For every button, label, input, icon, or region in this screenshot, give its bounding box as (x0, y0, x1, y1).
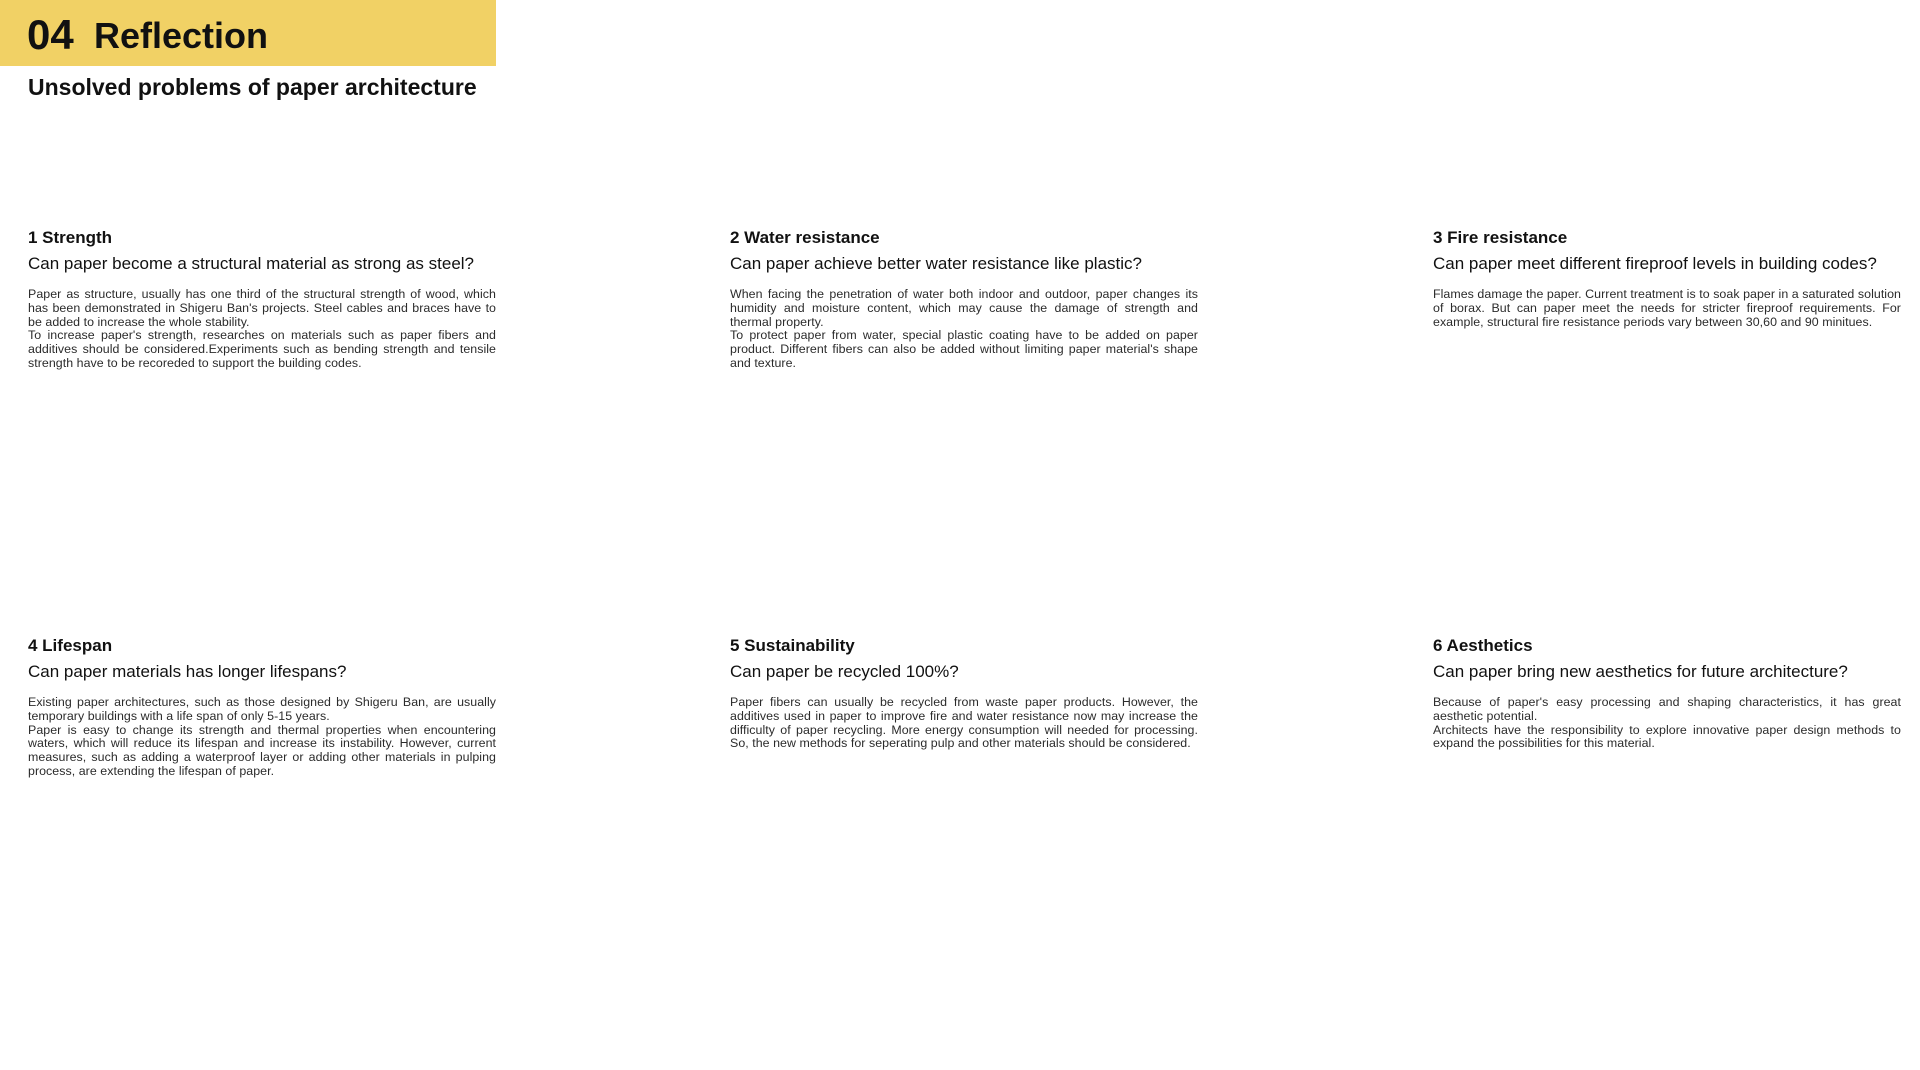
description-paragraph: To protect paper from water, special plastic coating have to be added on paper product. Different fibers can also be added without limiting paper material's shape and texture. (730, 328, 1198, 370)
description-paragraph: Because of paper's easy processing and shaping characteristics, it has great aesthetic potential. (1433, 695, 1901, 723)
problem-question: Can paper materials has longer lifespans? (28, 662, 347, 681)
description-paragraph: Paper fibers can usually be recycled from waste paper products. However, the additives used in paper to improve fire and water resistance now may increase the difficulty of paper recycling. More energy consumption will needed for processing. So, the new methods for seperating pulp and other materials should be considered. (730, 695, 1198, 751)
problem-description (1433, 288, 1901, 329)
problem-card-sustainability (730, 635, 1198, 751)
problem-question: Can paper become a structural material as strong as steel? (28, 254, 475, 273)
description-paragraph: Architects have the responsibility to explore innovative paper design methods to expand the possibilities for this material. (1433, 722, 1901, 751)
problem-card-water-resistance (730, 227, 1198, 371)
section-banner (0, 0, 496, 66)
problem-card-aesthetics (1433, 635, 1901, 751)
problem-card-strength (28, 227, 496, 371)
description-paragraph: Existing paper architectures, such as those designed by Shigeru Ban, are usually temporary buildings with a life span of only 5-15 years. (28, 695, 496, 723)
problem-description (1433, 696, 1901, 751)
problem-description (28, 696, 496, 779)
problem-description (28, 288, 496, 371)
description-paragraph: Paper as structure, usually has one third of the structural strength of wood, which has been demonstrated in Shigeru Ban's projects. Steel cables and braces have to be added to increase the whole stability. (28, 287, 496, 329)
description-paragraph: Flames damage the paper. Current treatment is to soak paper in a saturated solution of borax. But can paper meet the needs for stricter fireproof requirements. For example, structural fire resistance periods vary between 30,60 and 90 minitues. (1433, 287, 1901, 329)
problem-heading: 5 Sustainability (730, 636, 855, 655)
problem-heading: 3 Fire resistance (1433, 228, 1568, 247)
problem-question: Can paper meet different fireproof levels in building codes? (1433, 254, 1877, 273)
problem-heading: 4 Lifespan (28, 636, 113, 655)
section-number: 04 (27, 11, 74, 58)
description-paragraph: Paper is easy to change its strength and thermal properties when encountering waters, which will reduce its lifespan and increase its instability. However, current measures, such as adding a waterproof layer or adding other materials in pulping process, are extending the lifespan of paper. (28, 722, 496, 778)
problem-description (730, 696, 1198, 751)
problem-heading: 2 Water resistance (730, 228, 880, 247)
problem-question: Can paper achieve better water resistance like plastic? (730, 254, 1142, 273)
problem-description (730, 288, 1198, 371)
page-subtitle: Unsolved problems of paper architecture (28, 74, 477, 100)
problem-heading: 1 Strength (28, 228, 113, 247)
problem-question: Can paper bring new aesthetics for future architecture? (1433, 662, 1848, 681)
section-title: Reflection (94, 15, 269, 56)
problem-heading: 6 Aesthetics (1433, 636, 1533, 655)
problem-card-fire-resistance (1433, 227, 1901, 329)
description-paragraph: To increase paper's strength, researches on materials such as paper fibers and additives should be considered.Experiments such as bending strength and tensile strength have to be recoreded to support the building codes. (28, 328, 496, 370)
problem-question: Can paper be recycled 100%? (730, 662, 959, 681)
problem-card-lifespan (28, 635, 496, 779)
description-paragraph: When facing the penetration of water both indoor and outdoor, paper changes its humidity and moisture content, which may cause the damage of strength and thermal property. (730, 287, 1198, 329)
